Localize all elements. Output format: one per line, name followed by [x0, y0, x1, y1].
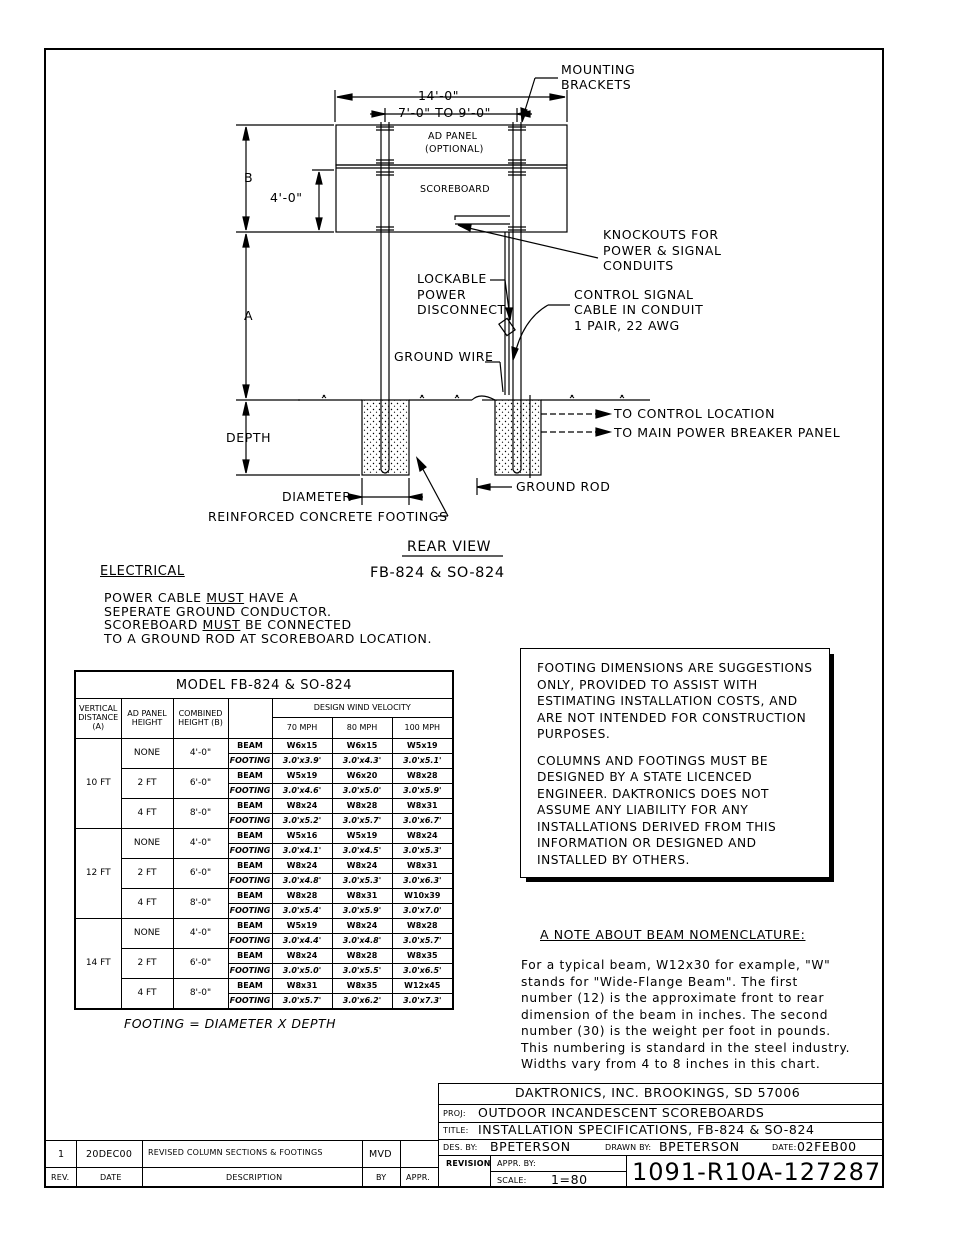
beam-size-cell: W8x31 — [332, 889, 392, 904]
ground-rod-label: GROUND ROD — [516, 479, 611, 494]
col-velocity-80: 80 MPH — [332, 718, 392, 739]
beam-size-cell: W8x28 — [332, 799, 392, 814]
notice-para-2-line-1: COLUMNS AND FOOTINGS MUST BE — [537, 753, 769, 768]
footing-size-cell: 3.0'x6.7' — [392, 814, 453, 829]
vertical-distance-cell: 10 FT — [75, 739, 121, 829]
notice-para-2-line-3: ENGINEER. DAKTRONICS DOES NOT — [537, 786, 769, 801]
col-combined-height: COMBINED HEIGHT (B) — [173, 699, 228, 739]
mounting-brackets-label-1: MOUNTING — [561, 62, 636, 77]
beam-size-cell: W8x24 — [332, 859, 392, 874]
date-label: DATE: — [772, 1143, 797, 1152]
footing-label-cell: FOOTING — [228, 874, 272, 889]
ad-panel-cell: 4 FT — [121, 889, 173, 919]
footing-size-cell: 3.0'x5.0' — [272, 964, 332, 979]
company-name: DAKTRONICS, INC. BROOKINGS, SD 57006 — [515, 1085, 801, 1100]
dim-4ft-label: 4'-0" — [270, 190, 303, 205]
ad-panel-cell: 2 FT — [121, 859, 173, 889]
appr-by-label: APPR. BY: — [497, 1159, 536, 1168]
drawing-title: INSTALLATION SPECIFICATIONS, FB-824 & SO-824 — [478, 1122, 815, 1137]
date-header: DATE — [100, 1173, 122, 1182]
appr-header: APPR. — [406, 1173, 430, 1182]
dim-b-label: B — [244, 170, 254, 185]
beam-size-cell: W6x15 — [332, 739, 392, 754]
footing-size-cell: 3.0'x4.3' — [332, 754, 392, 769]
beam-size-cell: W8x24 — [272, 859, 332, 874]
beam-size-cell: W6x15 — [272, 739, 332, 754]
col-velocity-70: 70 MPH — [272, 718, 332, 739]
notice-para-2-line-4: ASSUME ANY LIABILITY FOR ANY — [537, 803, 749, 817]
electrical-heading: ELECTRICAL — [100, 564, 185, 579]
rev-number: 1 — [58, 1149, 65, 1160]
vertical-distance-cell: 12 FT — [75, 829, 121, 919]
beam-size-cell: W5x16 — [272, 829, 332, 844]
col-velocity-100: 100 MPH — [392, 718, 453, 739]
footing-size-cell: 3.0'x6.3' — [392, 874, 453, 889]
footing-label-cell: FOOTING — [228, 994, 272, 1010]
ad-panel-cell: 2 FT — [121, 949, 173, 979]
beam-label-cell: BEAM — [228, 979, 272, 994]
rev-description: REVISED COLUMN SECTIONS & FOOTINGS — [148, 1148, 323, 1157]
beam-label-cell: BEAM — [228, 799, 272, 814]
notice-para-2-line-2: DESIGNED BY A STATE LICENCED — [537, 770, 753, 784]
combined-height-cell: 8'-0" — [173, 799, 228, 829]
beam-label-cell: BEAM — [228, 949, 272, 964]
footing-size-cell: 3.0'x5.3' — [332, 874, 392, 889]
table-title: MODEL FB-824 & SO-824 — [75, 671, 453, 699]
combined-height-cell: 6'-0" — [173, 859, 228, 889]
lockable-label-2: POWER — [417, 287, 467, 302]
beam-size-cell: W5x19 — [332, 829, 392, 844]
ad-panel-label-2: (OPTIONAL) — [425, 144, 484, 155]
table-footnote: FOOTING = DIAMETER X DEPTH — [124, 1016, 337, 1031]
footing-size-cell: 3.0'x7.3' — [392, 994, 453, 1010]
beam-note-line-2: stands for "Wide-Flange Beam". The first — [521, 974, 798, 989]
ad-panel-cell: 4 FT — [121, 799, 173, 829]
footing-size-cell: 3.0'x7.0' — [392, 904, 453, 919]
ad-panel-label-1: AD PANEL — [428, 131, 478, 142]
beam-note-line-1: For a typical beam, W12x30 for example, "W" — [521, 958, 831, 972]
drafter: BPETERSON — [659, 1139, 740, 1154]
footing-label-cell: FOOTING — [228, 844, 272, 859]
diameter-label: DIAMETER — [282, 489, 352, 504]
beam-note-line-6: This numbering is standard in the steel industry. — [521, 1040, 851, 1055]
title-label: TITLE: — [443, 1126, 469, 1135]
footing-size-cell: 3.0'x5.7' — [272, 994, 332, 1010]
ad-panel-cell: NONE — [121, 829, 173, 859]
dim-depth-label: DEPTH — [226, 430, 272, 445]
combined-height-cell: 8'-0" — [173, 889, 228, 919]
notice-para-2-line-7: INSTALLED BY OTHERS. — [537, 852, 690, 867]
beam-size-cell: W6x20 — [332, 769, 392, 784]
footing-size-cell: 3.0'x5.4' — [272, 904, 332, 919]
footing-size-cell: 3.0'x4.8' — [332, 934, 392, 949]
scale-label: SCALE: — [497, 1176, 527, 1185]
ad-panel-cell: 4 FT — [121, 979, 173, 1010]
combined-height-cell: 4'-0" — [173, 739, 228, 769]
beam-size-cell: W10x39 — [392, 889, 453, 904]
footing-label-cell: FOOTING — [228, 784, 272, 799]
control-signal-label-2: CABLE IN CONDUIT — [574, 302, 704, 317]
beam-size-cell: W8x28 — [392, 919, 453, 934]
electrical-line-3: SCOREBOARD MUST BE CONNECTED — [104, 617, 352, 633]
rev-header: REV. — [51, 1173, 70, 1182]
beam-label-cell: BEAM — [228, 919, 272, 934]
lockable-label-1: LOCKABLE — [417, 271, 487, 286]
control-signal-label-1: CONTROL SIGNAL — [574, 287, 694, 302]
footing-size-cell: 3.0'x6.5' — [392, 964, 453, 979]
description-header: DESCRIPTION — [226, 1173, 283, 1182]
footing-size-cell: 3.0'x5.7' — [332, 814, 392, 829]
footing-size-cell: 3.0'x5.9' — [392, 784, 453, 799]
beam-size-cell: W8x28 — [332, 949, 392, 964]
revision-label: REVISION — [446, 1159, 491, 1168]
view-title: REAR VIEW — [407, 539, 492, 555]
vertical-distance-cell: 14 FT — [75, 919, 121, 1010]
drawing-number: 1091-R10A-127287 — [632, 1158, 882, 1186]
electrical-line-2: SEPERATE GROUND CONDUCTOR. — [104, 603, 332, 619]
col-ad-panel-height: AD PANEL HEIGHT — [121, 699, 173, 739]
combined-height-cell: 8'-0" — [173, 979, 228, 1010]
ad-panel-cell: 2 FT — [121, 769, 173, 799]
footing-size-cell: 3.0'x5.9' — [332, 904, 392, 919]
by-header: BY — [376, 1173, 387, 1182]
beam-note-line-5: number (30) is the weight per foot in pounds. — [521, 1024, 831, 1038]
footing-label-cell: FOOTING — [228, 814, 272, 829]
footing-size-cell: 3.0'x6.2' — [332, 994, 392, 1010]
beam-size-cell: W8x24 — [332, 919, 392, 934]
scale-value: 1=80 — [551, 1172, 588, 1187]
knockouts-label-3: CONDUITS — [603, 258, 674, 273]
electrical-line-1: POWER CABLE MUST HAVE A — [104, 590, 299, 605]
col-vertical-distance: VERTICAL DISTANCE (A) — [75, 699, 121, 739]
beam-label-cell: BEAM — [228, 859, 272, 874]
footing-size-cell: 3.0'x4.1' — [272, 844, 332, 859]
scoreboard-label: SCOREBOARD — [420, 184, 490, 195]
footing-size-cell: 3.0'x4.6' — [272, 784, 332, 799]
lockable-label-3: DISCONNECT — [417, 302, 506, 317]
footing-size-cell: 3.0'x5.1' — [392, 754, 453, 769]
beam-size-cell: W8x35 — [332, 979, 392, 994]
notice-para-1-line-4: ARE NOT INTENDED FOR CONSTRUCTION — [537, 710, 807, 725]
notice-para-1-line-1: FOOTING DIMENSIONS ARE SUGGESTIONS — [537, 661, 813, 675]
footing-size-cell: 3.0'x5.2' — [272, 814, 332, 829]
beam-size-cell: W8x31 — [392, 859, 453, 874]
beam-note-heading: A NOTE ABOUT BEAM NOMENCLATURE: — [540, 927, 806, 942]
beam-size-cell: W8x24 — [272, 949, 332, 964]
beam-size-cell: W8x24 — [272, 799, 332, 814]
beam-size-cell: W8x28 — [272, 889, 332, 904]
notice-para-1-line-2: ONLY, PROVIDED TO ASSIST WITH — [537, 677, 758, 692]
beam-size-cell: W8x31 — [392, 799, 453, 814]
combined-height-cell: 4'-0" — [173, 919, 228, 949]
mounting-brackets-label-2: BRACKETS — [561, 77, 632, 92]
beam-label-cell: BEAM — [228, 739, 272, 754]
notice-para-1-line-5: PURPOSES. — [537, 727, 611, 741]
rev-date: 20DEC00 — [86, 1149, 133, 1160]
beam-size-cell: W8x24 — [392, 829, 453, 844]
ad-panel-cell: NONE — [121, 919, 173, 949]
col-blank — [228, 699, 272, 739]
footing-size-cell: 3.0'x5.3' — [392, 844, 453, 859]
to-control-label: TO CONTROL LOCATION — [614, 406, 776, 421]
beam-note-line-7: Widths vary from 4 to 8 inches in this chart. — [521, 1057, 821, 1071]
footing-label-cell: FOOTING — [228, 904, 272, 919]
footing-size-cell: 3.0'x5.5' — [332, 964, 392, 979]
rev-by: MVD — [369, 1149, 392, 1160]
drawn-by-label: DRAWN BY: — [605, 1143, 652, 1152]
beam-size-cell: W12x45 — [392, 979, 453, 994]
notice-para-1-line-3: ESTIMATING INSTALLATION COSTS, AND — [537, 694, 798, 708]
dim-column-spacing: 7'-0" TO 9'-0" — [398, 105, 492, 120]
beam-size-cell: W5x19 — [272, 919, 332, 934]
project-name: OUTDOOR INCANDESCENT SCOREBOARDS — [478, 1105, 765, 1120]
dim-overall-width: 14'-0" — [418, 88, 460, 103]
view-subtitle: FB-824 & SO-824 — [370, 565, 505, 581]
designer: BPETERSON — [490, 1139, 571, 1154]
footing-size-cell: 3.0'x4.8' — [272, 874, 332, 889]
proj-label: PROJ: — [443, 1109, 466, 1118]
beam-note-text — [521, 957, 850, 1073]
des-by-label: DES. BY: — [443, 1143, 478, 1152]
beam-label-cell: BEAM — [228, 889, 272, 904]
notice-para-2-line-5: INSTALLATIONS DERIVED FROM THIS — [537, 819, 777, 834]
notice-para-2-line-6: INFORMATION OR DESIGNED AND — [537, 836, 757, 850]
footing-label-cell: FOOTING — [228, 934, 272, 949]
footing-size-cell: 3.0'x5.0' — [332, 784, 392, 799]
footing-size-cell: 3.0'x5.7' — [392, 934, 453, 949]
footing-label-cell: FOOTING — [228, 754, 272, 769]
combined-height-cell: 6'-0" — [173, 769, 228, 799]
to-main-power-label: TO MAIN POWER BREAKER PANEL — [614, 425, 841, 440]
footing-size-cell: 3.0'x4.4' — [272, 934, 332, 949]
col-design-wind: DESIGN WIND VELOCITY — [272, 699, 453, 718]
footing-label-cell: FOOTING — [228, 964, 272, 979]
spec-table — [74, 670, 454, 1010]
beam-size-cell: W5x19 — [272, 769, 332, 784]
footings-label: REINFORCED CONCRETE FOOTINGS — [208, 509, 448, 524]
combined-height-cell: 6'-0" — [173, 949, 228, 979]
beam-note-line-3: number (12) is the approximate front to rear — [521, 991, 825, 1005]
footing-size-cell: 3.0'x3.9' — [272, 754, 332, 769]
beam-size-cell: W8x35 — [392, 949, 453, 964]
beam-size-cell: W5x19 — [392, 739, 453, 754]
knockouts-label-1: KNOCKOUTS FOR — [603, 227, 719, 242]
beam-label-cell: BEAM — [228, 769, 272, 784]
drawing-date: 02FEB00 — [797, 1139, 857, 1154]
footing-size-cell: 3.0'x4.5' — [332, 844, 392, 859]
ad-panel-cell: NONE — [121, 739, 173, 769]
dim-a-label: A — [244, 308, 254, 323]
beam-size-cell: W8x31 — [272, 979, 332, 994]
electrical-text — [104, 591, 432, 646]
electrical-line-4: TO A GROUND ROD AT SCOREBOARD LOCATION. — [104, 631, 433, 647]
notice-box — [520, 648, 830, 878]
ground-wire-label: GROUND WIRE — [394, 349, 494, 364]
beam-note-line-4: dimension of the beam in inches. The second — [521, 1007, 829, 1022]
beam-label-cell: BEAM — [228, 829, 272, 844]
combined-height-cell: 4'-0" — [173, 829, 228, 859]
knockouts-label-2: POWER & SIGNAL — [603, 243, 722, 258]
beam-size-cell: W8x28 — [392, 769, 453, 784]
control-signal-label-3: 1 PAIR, 22 AWG — [574, 318, 680, 333]
